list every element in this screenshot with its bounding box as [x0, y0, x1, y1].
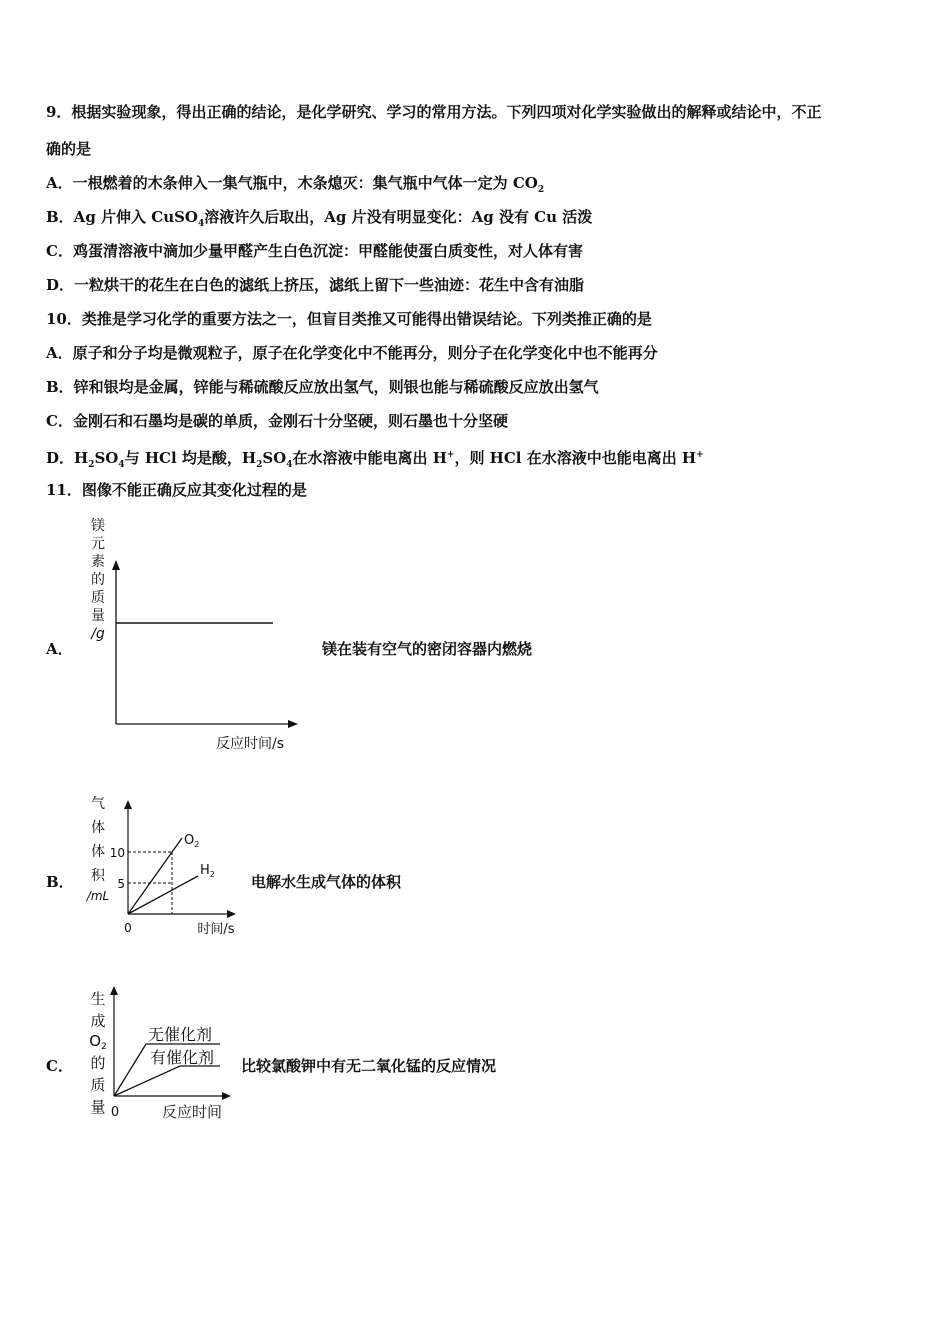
q10-d-s4: 4	[286, 460, 293, 470]
chart-b-origin: 0	[124, 921, 132, 935]
chart-b-ylabel-0: 气	[91, 796, 105, 812]
chart-c-ylabel-1: 成	[90, 1012, 106, 1030]
q9-option-a-text: A．一根燃着的木条伸入一集气瓶中，木条熄灭：集气瓶中气体一定为 CO	[46, 174, 538, 192]
chart-b-ytick-10: 10	[109, 846, 125, 860]
q9-option-d: D．一粒烘干的花生在白色的滤纸上挤压，滤纸上留下一些油迹：花生中含有油脂	[46, 276, 585, 294]
chart-a-ylabel-2: 素	[91, 554, 105, 570]
q9-option-c: C．鸡蛋清溶液中滴加少量甲醛产生白色沉淀：甲醛能使蛋白质变性，对人体有害	[46, 242, 583, 260]
q10-d-t3: 与 HCl 均是酸，H	[124, 449, 257, 467]
q10-option-c: C．金刚石和石墨均是碳的单质，金刚石十分坚硬，则石墨也十分坚硬	[46, 412, 508, 430]
chart-b-label-o2-sub: 2	[194, 840, 200, 849]
chart-c	[80, 980, 240, 1130]
q10-d-t4: SO	[262, 449, 287, 467]
q10-d-s1: 2	[88, 460, 95, 470]
q11-option-b-caption: 电解水生成气体的体积	[251, 873, 402, 891]
q11-option-a-caption: 镁在装有空气的密闭容器内燃烧	[322, 640, 533, 658]
chart-c-y-arrow	[110, 986, 118, 995]
q9-option-b-sub: 4	[198, 219, 205, 229]
chart-b-ylabel-1: 体	[91, 820, 105, 836]
q9-option-b	[46, 207, 592, 234]
chart-a-x-arrow	[288, 720, 298, 728]
q9-option-b-text2: 溶液许久后取出，Ag 片没有明显变化：Ag 没有 Cu 活泼	[204, 208, 593, 226]
q11-stem: 11．图像不能正确反应其变化过程的是	[46, 481, 307, 499]
chart-a-ylabel-3: 的	[91, 572, 105, 588]
chart-c-ylabel-3: 的	[90, 1054, 106, 1072]
chart-b-label-h2-main: H	[200, 863, 210, 878]
q9-stem-line2: 确的是	[46, 140, 92, 158]
chart-b-ylabel-3: 积	[91, 868, 105, 884]
q10-option-a: A．原子和分子均是微观粒子，原子在化学变化中不能再分，则分子在化学变化中也不能再分	[46, 344, 658, 362]
q11-option-b-label: B．	[46, 873, 74, 891]
chart-a-ylabel-4: 质	[91, 590, 105, 606]
chart-c-ylabel-0: 生	[90, 990, 106, 1008]
chart-a-ylabel-6: /g	[91, 626, 105, 642]
q11-option-c-caption: 比较氯酸钾中有无二氧化锰的反应情况	[241, 1057, 497, 1075]
q10-stem: 10．类推是学习化学的重要方法之一，但盲目类推又可能得出错误结论。下列类推正确的是	[46, 310, 652, 328]
q11-option-c-label: C．	[46, 1057, 73, 1075]
chart-a	[80, 510, 320, 760]
q9-option-b-text1: B．Ag 片伸入 CuSO	[46, 208, 198, 226]
q10-d-s3: 2	[256, 460, 263, 470]
chart-b-ylabel-2: 体	[91, 844, 105, 860]
chart-a-ylabel-5: 量	[91, 608, 105, 624]
q11-option-a-label: A．	[46, 640, 73, 658]
chart-a-ylabel-0: 镁	[91, 518, 105, 534]
chart-c-ylabel-5: 量	[90, 1098, 106, 1116]
chart-b-label-h2-sub: 2	[209, 870, 215, 879]
chart-b-xlabel: 时间/s	[197, 922, 235, 937]
q10-d-sup1: +	[446, 450, 455, 460]
chart-c-label-no-catalyst: 无催化剂	[148, 1025, 213, 1044]
chart-c-label-catalyst: 有催化剂	[150, 1048, 215, 1067]
chart-b-ytick-5: 5	[117, 877, 125, 891]
chart-b-series-o2	[128, 838, 182, 914]
q10-d-t6: ，则 HCl 在水溶液中也能电离出 H	[454, 449, 697, 467]
q10-d-t2: SO	[94, 449, 119, 467]
q10-d-t1: D．H	[46, 449, 89, 467]
q10-option-b: B．锌和银均是金属，锌能与稀硫酸反应放出氢气，则银也能与稀硫酸反应放出氢气	[46, 378, 599, 396]
q9-option-a	[46, 173, 544, 200]
chart-c-ylabel-2-sub: 2	[101, 1042, 107, 1052]
chart-b-series-h2	[128, 876, 198, 914]
chart-b-y-arrow	[124, 800, 132, 809]
q10-d-sup2: +	[696, 450, 704, 460]
chart-c-ylabel-2-main: O	[89, 1032, 102, 1050]
chart-a-xlabel: 反应时间/s	[215, 736, 285, 752]
chart-b-label-o2-main: O	[184, 833, 195, 848]
chart-a-ylabel-1: 元	[91, 536, 105, 552]
chart-b-x-arrow	[227, 910, 236, 918]
chart-a-y-arrow	[112, 560, 120, 570]
q9-stem-line1: 9．根据实验现象，得出正确的结论，是化学研究、学习的常用方法。下列四项对化学实验做出的解释或结论中，不正	[46, 103, 822, 121]
chart-b-label-h2	[200, 863, 215, 879]
chart-c-x-arrow	[222, 1092, 231, 1100]
chart-b	[78, 790, 248, 940]
chart-c-xlabel: 反应时间	[161, 1103, 223, 1121]
q9-option-a-sub: 2	[537, 185, 545, 195]
q10-d-s2: 4	[118, 460, 125, 470]
chart-c-ylabel-4: 质	[90, 1076, 106, 1094]
chart-b-ylabel-4: /mL	[86, 889, 110, 903]
chart-c-ylabel-2	[89, 1032, 107, 1052]
chart-b-label-o2	[184, 833, 199, 849]
q10-d-t5: 在水溶液中能电离出 H	[292, 449, 447, 467]
q10-option-d	[46, 445, 704, 475]
chart-c-origin: 0	[110, 1105, 120, 1120]
